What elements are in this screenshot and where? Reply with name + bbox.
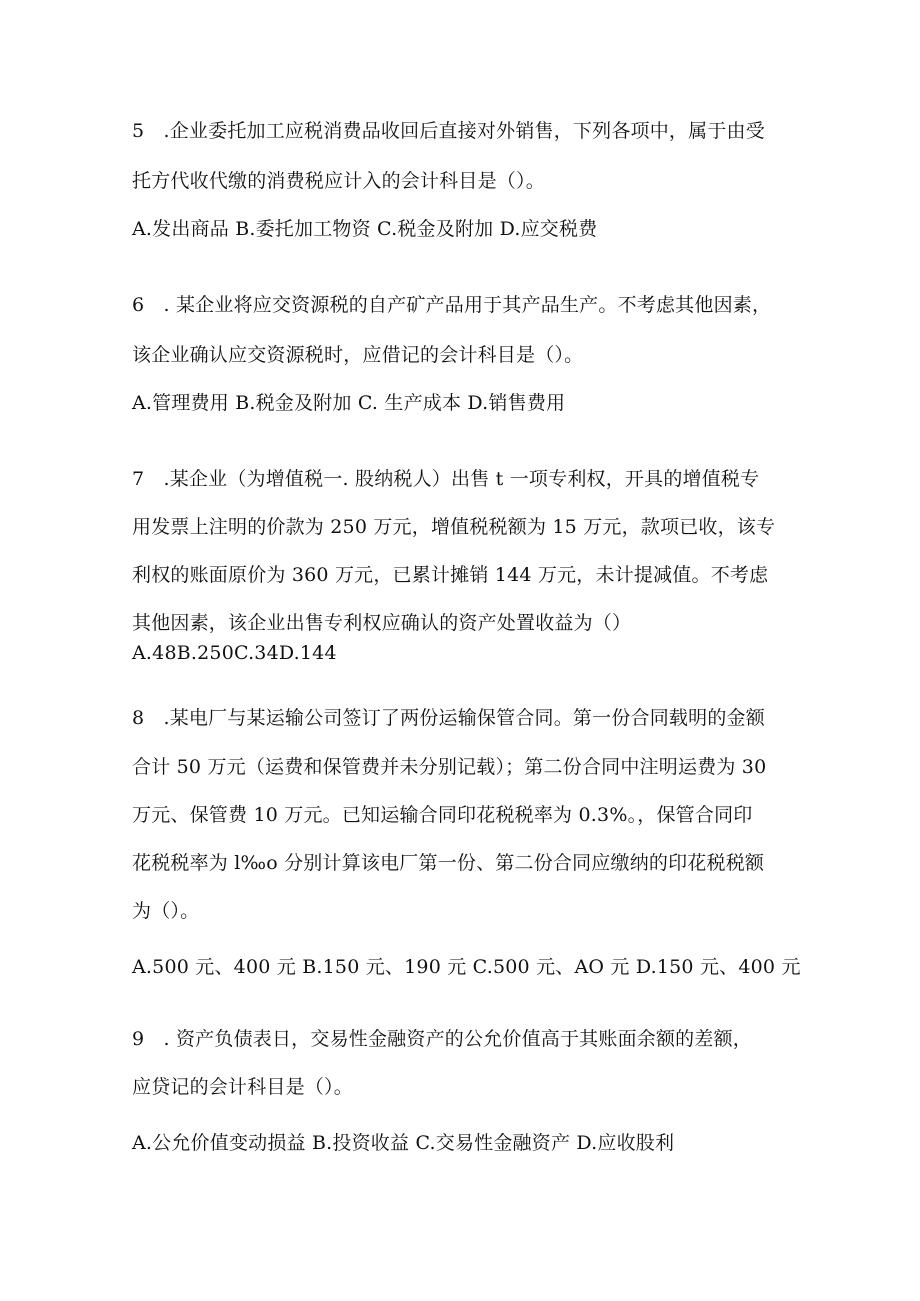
q5-stem-line-1: 5 .企业委托加工应税消费品收回后直接对外销售，下列各项中，属于由受 [132,120,765,142]
q9-stem-line-1: 9 . 资产负债表日，交易性金融资产的公允价值高于其账面余额的差额， [132,1028,752,1050]
q7-stem-line-3: 利权的账面原价为 360 万元，已累计摊销 144 万元，未计提减值。不考虑 [132,564,769,586]
q9-stem-line-2: 应贷记的会计科目是（）。 [132,1076,353,1098]
q8-stem-line-2: 合计 50 万元（运费和保管费并未分别记载）；第二份合同中注明运费为 30 [132,756,767,778]
q8-stem-line-4: 花税税率为 l‰o 分别计算该电厂第一份、第二份合同应缴纳的印花税税额 [132,852,765,874]
q8-stem-line-1: 8 .某电厂与某运输公司签订了两份运输保管合同。第一份合同载明的金额 [132,707,765,729]
q7-stem-line-2: 用发票上注明的价款为 250 万元，增值税税额为 15 万元，款项已收，该专 [132,516,776,538]
q7-stem-line-4: 其他因素，该企业出售专利权应确认的资产处置收益为（） [132,612,632,634]
q5-options: A.发出商品 B.委托加工物资 C.税金及附加 D.应交税费 [132,218,598,240]
q6-options: A.管理费用 B.税金及附加 C. 生产成本 D.销售费用 [132,392,566,414]
q8-stem-line-3: 万元、保管费 10 万元。已知运输合同印花税税率为 0.3%。，保管合同印 [132,804,753,826]
q7-stem-line-1: 7 .某企业（为增值税一. 股纳税人）出售 t 一项专利权，开具的增值税专 [132,468,760,490]
q6-stem-line-2: 该企业确认应交资源税时，应借记的会计科目是（）。 [132,344,584,366]
q5-stem-line-2: 托方代收代缴的消费税应计入的会计科目是（）。 [132,170,545,192]
q7-options: A.48B.250C.34D.144 [132,642,337,664]
q8-stem-line-5: 为（）。 [132,900,200,922]
q6-stem-line-1: 6 . 某企业将应交资源税的自产矿产品用于其产品生产。不考虑其他因素， [132,294,772,316]
q8-options: A.500 元、400 元 B.150 元、190 元 C.500 元、AO 元 D.150 元、400 元 [132,956,801,978]
q9-options: A.公允价值变动损益 B.投资收益 C.交易性金融资产 D.应收股利 [132,1132,675,1154]
